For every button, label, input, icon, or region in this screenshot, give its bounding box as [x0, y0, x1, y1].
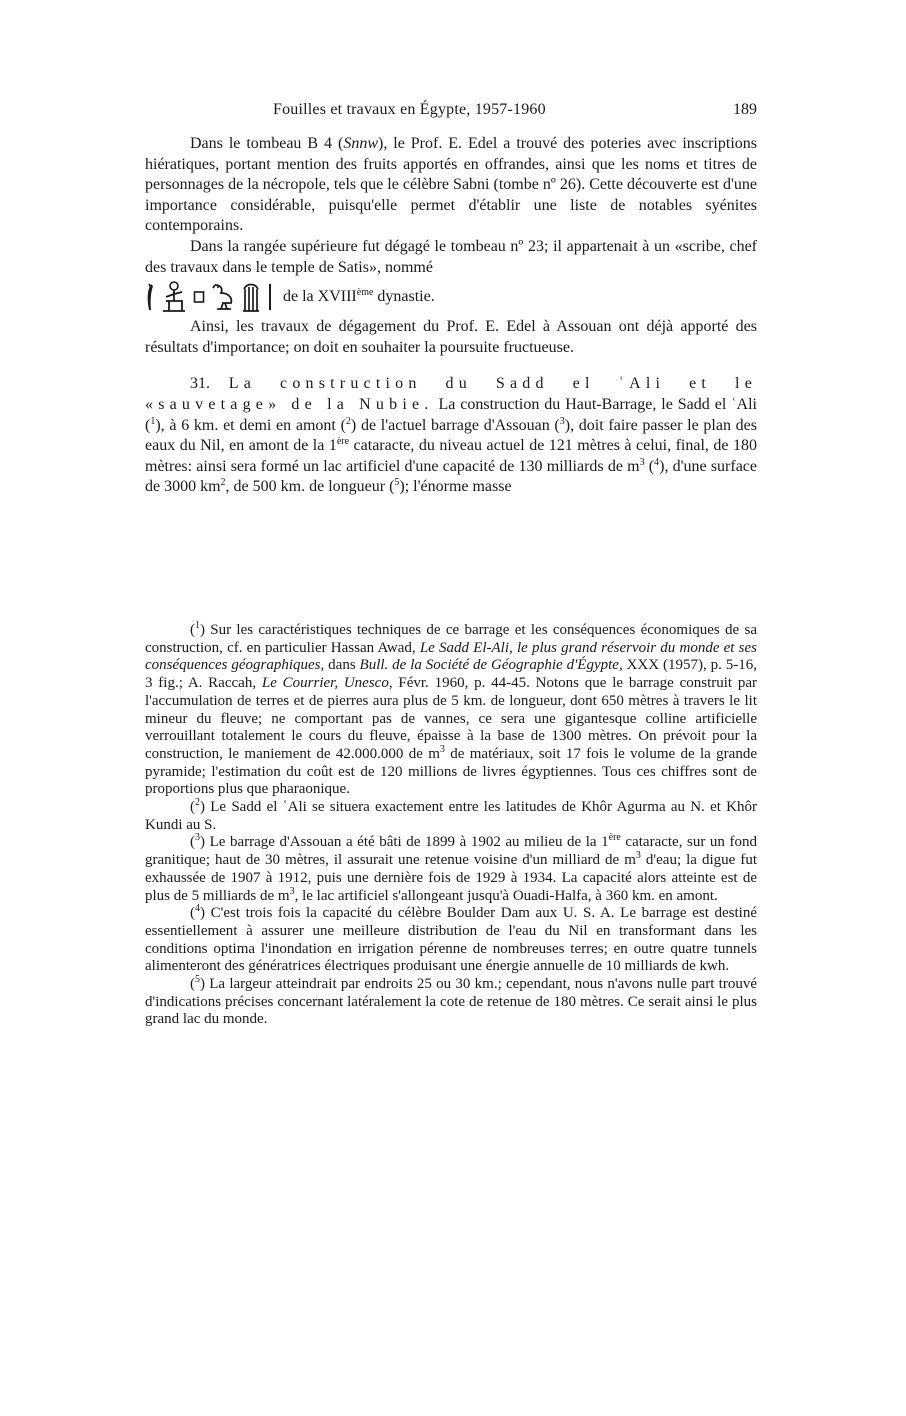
hieroglyph-group [145, 281, 273, 313]
footnote-2: ($^2$) Le Sadd el ʿAli se situera exactement entre les latitudes de Khôr Agurma au N. et Khôr Kundi au S. [145, 797, 757, 833]
footnote-ref[interactable]: 3 [559, 415, 565, 427]
section-heading: La construction du Sadd el ʿAli et le «sauvetage» de la Nubie. [145, 375, 757, 413]
bird-glyph-icon [211, 281, 235, 313]
footnote-4: ($^4$) C'est trois fois la capacité du célèbre Boulder Dam aux U. S. A. Le barrage est destiné essentiellement à assurer une meilleure distribution de l'eau du Nil en transformant dans les conditions optima l'inondation en irrigation pérenne de nombreuses terres; en outre quatre tunnels alimenteront des génératrices électriques produisant une énergie annuelle de 10 milliards de kwh. [145, 903, 757, 975]
section-number: 31. [190, 375, 210, 393]
vertical-stroke-glyph-icon [267, 282, 273, 312]
reed-leaf-glyph-icon [145, 282, 155, 312]
footnote-ref[interactable]: 2 [345, 415, 351, 427]
paragraph-tomb-b4: Dans le tombeau B 4 (Snnw), le Prof. E. Edel a trouvé des poteries avec inscriptions hiératiques, portant mention des fruits apportés en offrandes, ainsi que les noms et titres de personnages de la nécropole, tels que le célèbre Sabni (tombe nº 26). Cette découverte est d'une importance considérable, puisqu'elle permet d'établir une liste de notables syénites contemporains. [145, 135, 757, 235]
reed-bundle-glyph-icon [241, 281, 261, 313]
hieroglyph-name-line [145, 279, 757, 315]
dynasty-text: de la XVIIIème dynastie. [283, 286, 435, 305]
footnotes [145, 622, 757, 1029]
footnote-3: ($^3$) Le barrage d'Assouan a été bâti de 1899 à 1902 au milieu de la 1ère cataracte, sur un fond granitique; haut de 30 mètres, il assurait une retenue voisine d'un milliard de $m^3$ d'eau; la digue fut exhaussée de 1907 à 1912, puis une dernière fois de 1929 à 1934. La capacité alors atteinte est de plus de 5 milliards de $m^3$, le lac artificiel s'allongeant jusqu'à Ouadi-Halfa, à 360 km. en amont. [145, 832, 758, 904]
seated-man-glyph-icon [161, 281, 187, 313]
footnote-5: ($^5$) La largeur atteindrait par endroits 25 ou 30 km.; cependant, nous n'avons nulle part trouvé d'indications précises concernant latéralement la cote de retenue de 180 mètres. Ce serait ainsi le plus grand lac du monde. [145, 974, 758, 1028]
footnote-ref[interactable]: 1 [150, 415, 156, 427]
page-number: 189 [733, 101, 757, 118]
running-title: Fouilles et travaux en Égypte, 1957-1960 [273, 101, 546, 118]
footnote-ref[interactable]: 4 [654, 456, 660, 468]
main-text [145, 134, 757, 498]
paragraph-tomb-23: Dans la rangée supérieure fut dégagé le tombeau nº 23; il appartenait à un «scribe, chef des travaux dans le temple de Satis», nommé [145, 237, 757, 276]
footnote-ref[interactable]: 5 [394, 477, 400, 489]
footnote-1: ($^1$) Sur les caractéristiques techniques de ce barrage et les conséquences économiques de sa construction, cf. en particulier Hassan Awad, Le Sadd El-Ali, le plus grand réservoir du monde et ses conséquences géographiques, dans Bull. de la Société de Géographie d'Égypte, XXX (1957), p. 5-16, 3 fig.; A. Raccah, Le Courrier, Unesco, Févr. 1960, p. 44-45. Notons que le barrage construit par l'accumulation de terres et de pierres aura plus de 5 km. de longueur, dont 650 mètres à travers le lit mineur du fleuve; ne comportant pas de vannes, ce sera une gigantesque colline artificielle verrouillant totalement le cours du fleuve, épaisse à la base de 1300 mètres. On prévoit pour la construction, le maniement de 42.000.000 de $m^3$ de matériaux, soit 17 fois le volume de la grande pyramide; l'estimation du coût est de 120 millions de livres égyptiennes. Tous ces chiffres sont de proportions plus que pharaonique. [145, 620, 758, 798]
paragraph-conclusion: Ainsi, les travaux de dégagement du Prof. E. Edel à Assouan ont déjà apporté des résultats d'importance; on doit en souhaiter la poursuite fructueuse. [145, 318, 757, 356]
paragraph-section-31: 31. La construction du Sadd el ʿAli et le «sauvetage» de la Nubie. La construction du Haut-Barrage, le Sadd el ʿAli ($^1$), à 6 km. et demi en amont ($^2$) de l'actuel barrage d'Assouan ($^3$), doit faire passer le plan des eaux du Nil, en amont de la 1ère cataracte, du niveau actuel de 121 mètres à celui, final, de 180 mètres: ainsi sera formé un lac artificiel d'une capacité de 130 milliards de $m^3$ ($^4$), d'une surface de 3000 $km^2$, de 500 km. de longueur ($^5$); l'énorme masse [145, 375, 758, 496]
square-glyph-icon [193, 290, 205, 304]
